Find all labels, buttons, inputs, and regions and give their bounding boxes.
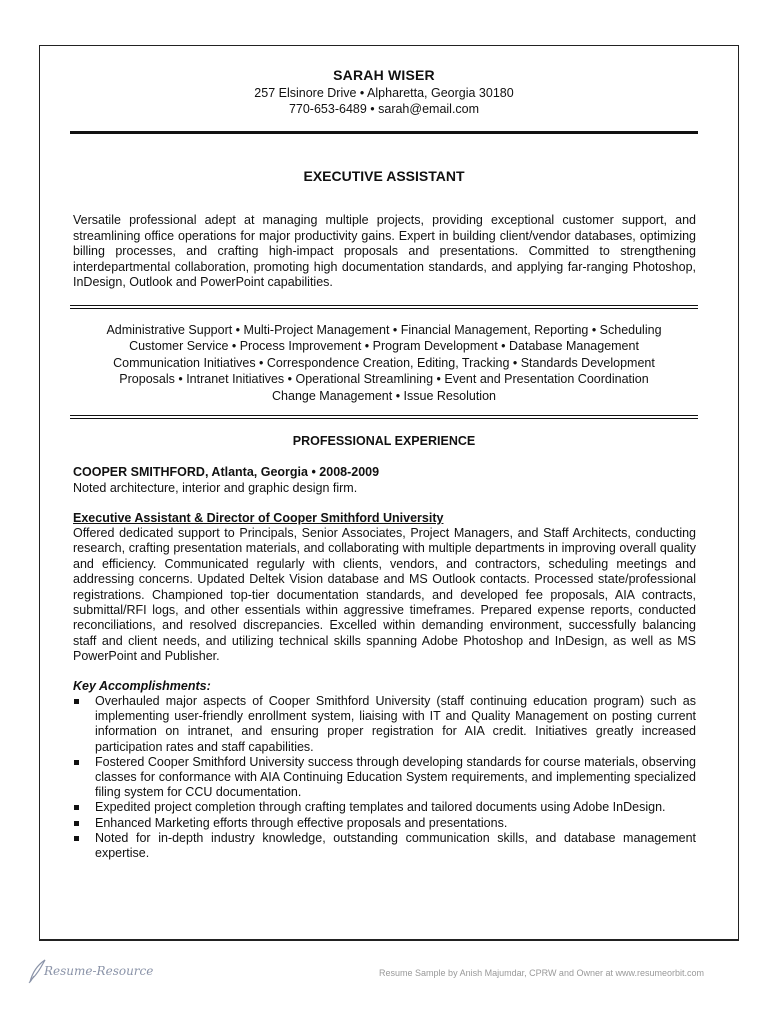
job-title: EXECUTIVE ASSISTANT (303, 168, 465, 184)
list-item (73, 831, 696, 861)
list-item (73, 816, 696, 831)
skills-line: Proposals • Intranet Initiatives • Operational Streamlining • Event and Presentation Coordination (119, 372, 649, 387)
applicant-name: SARAH WISER (333, 67, 435, 83)
square-bullet-icon (74, 805, 79, 810)
accomplishment-text: Fostered Cooper Smithford University success through developing standards for course materials, observing classes for conformance with AIA Continuing Education System requirements, and implementing specialized filing system for CCU documentation. (95, 754, 696, 800)
square-bullet-icon (74, 760, 79, 765)
accomplishments-heading: Key Accomplishments: (73, 679, 211, 693)
company-line: COOPER SMITHFORD, Atlanta, Georgia • 2008-2009 (73, 465, 380, 479)
skills-top-divider (70, 305, 698, 309)
skills-block (70, 322, 698, 404)
accomplishment-text: Enhanced Marketing efforts through effective proposals and presentations. (95, 815, 508, 830)
list-item (73, 694, 696, 755)
resume-resource-logo (26, 958, 156, 986)
square-bullet-icon (74, 821, 79, 826)
accomplishment-text: Overhauled major aspects of Cooper Smithford University (staff continuing education program) such as implementing user-friendly enrollment system, liaising with IT and Quality Management on posting current information on intranet, and ensuring proper registration for AIA credit. Initiatives greatly increased participation rates and staff capabilities. (95, 694, 696, 754)
accomplishment-text: Expedited project completion through crafting templates and tailored documents using Adobe InDesign. (95, 800, 666, 815)
skills-bottom-divider (70, 415, 698, 419)
skills-line: Communication Initiatives • Correspondence Creation, Editing, Tracking • Standards Development (113, 355, 655, 370)
summary-paragraph: Versatile professional adept at managing multiple projects, providing exceptional customer support, and streamlining office operations for major productivity gains. Expert in building client/vendor databases, optimizing billing processes, and crafting high-impact proposals and presentations. Committed to strengthening interdepartmental collaboration, promoting high documentation standards, and applying far-ranging Photoshop, InDesign, Outlook and PowerPoint capabilities. (73, 213, 696, 289)
square-bullet-icon (74, 836, 79, 841)
accomplishment-text: Noted for in-depth industry knowledge, outstanding communication skills, and database management expertise. (95, 830, 696, 861)
skills-line: Customer Service • Process Improvement • Program Development • Database Management (129, 339, 639, 354)
section-heading-experience: PROFESSIONAL EXPERIENCE (292, 434, 476, 448)
company-description: Noted architecture, interior and graphic design firm. (73, 481, 358, 495)
footer-credit: Resume Sample by Anish Majumdar, CPRW and Owner at www.resumeorbit.com (379, 968, 704, 978)
logo-text: Resume-Resource (44, 964, 154, 978)
header-divider (70, 131, 698, 134)
phone-email-line: 770-653-6489 • sarah@email.com (288, 102, 480, 116)
role-description: Offered dedicated support to Principals, Senior Associates, Project Managers, and Staff Architects, conducting research, crafting presentation materials, and collaborating with multiple departments in improving overall quality and efficiency. Communicated regularly with clients, vendors, and contractors, scheduling meetings and addressing concerns. Updated Deltek Vision database and MS Outlook contacts. Processed state/professional registrations. Championed top-tier documentation standards, and developed fee proposals, AIA contracts, submittal/RFI logs, and other essentials within aggressive timeframes. Prepared expense reports, conducted reconciliations, and resolved discrepancies. Excelled within demanding environment, successfully balancing staff and client needs, and utilizing technical skills spanning Adobe Photoshop and InDesign, as well as MS PowerPoint and Publisher. (73, 526, 696, 664)
skills-line: Administrative Support • Multi-Project Management • Financial Management, Reporting • Scheduling (106, 323, 662, 337)
square-bullet-icon (74, 699, 79, 704)
skills-line: Change Management • Issue Resolution (272, 388, 496, 403)
role-title: Executive Assistant & Director of Cooper Smithford University (73, 511, 444, 525)
list-item (73, 800, 696, 815)
list-item (73, 755, 696, 801)
address-line: 257 Elsinore Drive • Alpharetta, Georgia 30180 (254, 86, 514, 100)
accomplishments-list (73, 694, 696, 861)
